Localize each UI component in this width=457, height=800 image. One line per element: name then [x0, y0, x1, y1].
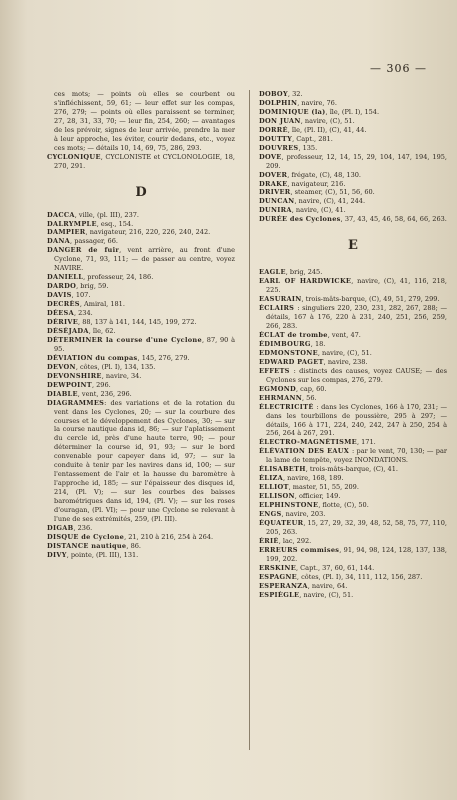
- index-entry: DISTANCE nautique, 86.: [47, 541, 141, 550]
- entry-headword: DECRÈS: [47, 300, 80, 309]
- entry-headword: DUNIRA: [259, 206, 292, 215]
- entry-headword: DIVY: [47, 550, 67, 559]
- index-entry: CYCLONIQUE, CYCLONISTE et CYCLONOLOGIE, 18, 270, 291.: [47, 152, 235, 170]
- entry-headword: ÉCLAIRS: [259, 304, 298, 313]
- index-entry: DÉTERMINER la course d'une Cyclone, 87, 90 à 95.: [47, 335, 235, 353]
- index-entry: ÉLIZA, navire, 168, 189.: [259, 474, 344, 483]
- index-entry: ÉLÉVATION DES EAUX : par le vent, 70, 130; — par la lame de tempête, voyez INONDATIONS.: [259, 447, 447, 465]
- index-entry: DOMINIQUE (la), île, (Pl. I), 154.: [259, 107, 380, 116]
- entry-headword: CYCLONIQUE: [47, 152, 101, 161]
- index-entry: EHRMANN, 56.: [259, 393, 317, 402]
- index-entry: ESPAGNE, côtes, (Pl. I), 34, 111, 112, 156, 287.: [259, 572, 423, 581]
- index-entry: ÉLECTRO-MAGNÉTISME, 171.: [259, 438, 376, 447]
- index-entry: DOUVRES, 135.: [259, 143, 318, 152]
- entry-headword: DUNCAN: [259, 197, 295, 206]
- entry-headword: EGMOND: [259, 384, 296, 393]
- left-column: [47, 90, 235, 560]
- entry-headword: DOMINIQUE (la): [259, 107, 326, 116]
- index-entry: EAGLE, brig, 245.: [259, 268, 323, 277]
- entry-headword: DANGER de fuir: [47, 246, 120, 255]
- entry-headword: ÉDIMBOURG: [259, 339, 311, 348]
- index-entry: DIAGRAMMES: des variations et de la rotation du vent dans les Cyclones, 20; — sur la courbure des courses et le développement des Cyclones, 30; — sur la course nautique dans id, 86; — sur l'aplatissement du cercle id, près d'une haute terre, 90; — pour déterminer la course id, 91, 93; — sur le bord convenable pour capeyer dans id, 97; — sur la conduite à tenir par les navires dans id, 100; — sur l'entassement de l'air et la hausse du baromètre à l'approche id, 185; — sur l'épaisseur des disques id, 214, (Pl. V); — sur les courbes des baisses barométriques dans id, 194, (Pl. V); — sur les roses d'ouragan, (Pl. VI); — pour une Cyclone se relevant à l'une de ses extrémités, 259, (Pl. III).: [47, 398, 235, 523]
- index-entry: EARL OF HARDWICKE, navire, (C), 41, 116, 218, 225.: [259, 277, 448, 295]
- index-entry: DUNCAN, navire, (C), 41, 244.: [259, 197, 366, 206]
- entry-headword: ÉLISABETH: [259, 465, 306, 474]
- index-entry: ÉRIÉ, lac, 292.: [259, 536, 312, 545]
- entry-headword: DON JUAN: [259, 116, 301, 125]
- entry-headword: ERREURS commises: [259, 545, 340, 554]
- index-entry: DARDO, brig, 59.: [47, 282, 109, 291]
- entry-headword: DRAKE: [259, 179, 288, 188]
- index-entry: DUNIRA, navire, (C), 41.: [259, 206, 346, 215]
- entry-headword: DÉTERMINER la course d'une Cyclone: [47, 335, 202, 344]
- index-entry: ÉDIMBOURG, 18.: [259, 339, 326, 348]
- index-entry: DRAKE, navigateur, 216.: [259, 179, 346, 188]
- right-top-entry-list: [259, 90, 447, 224]
- entry-headword: ELLISON: [259, 492, 295, 501]
- right-column: [259, 90, 447, 600]
- section-letter-d: D: [135, 184, 147, 200]
- entry-headword: DOVER: [259, 170, 288, 179]
- index-entry: DÉRIVE, 88, 137 à 141, 144, 145, 199, 272.: [47, 318, 197, 327]
- index-entry: ÉCLAT de trombe, vent, 47.: [259, 330, 361, 339]
- entry-headword: DÉVIATION du compas: [47, 353, 138, 362]
- index-entry: DIGAB, 236.: [47, 523, 93, 532]
- entry-headword: DOBOY: [259, 90, 288, 98]
- entry-headword: EARL OF HARDWICKE: [259, 277, 352, 286]
- entry-headword: DIGAB: [47, 523, 74, 532]
- entry-headword: DOUTTY: [259, 134, 293, 143]
- entry-headword: DÉESA: [47, 309, 74, 318]
- index-entry: DISQUE de Cyclone, 21, 210 à 216, 254 à 264.: [47, 532, 214, 541]
- index-entry: EFFETS : distincts des causes, voyez CAUSE; — des Cyclones sur les compas, 276, 279.: [259, 366, 447, 384]
- index-entry: EGMOND, cap, 60.: [259, 384, 327, 393]
- index-entry: EDWARD PAGET, navire, 238.: [259, 357, 368, 366]
- index-entry: ERREURS commises, 91, 94, 98, 124, 128, 137, 138, 199, 202.: [259, 545, 447, 563]
- index-entry: ELLISON, officier, 149.: [259, 492, 341, 501]
- entry-headword: EDWARD PAGET: [259, 357, 324, 366]
- entry-headword: DISTANCE nautique: [47, 541, 127, 550]
- entry-headword: ÉLÉVATION DES EAUX: [259, 447, 352, 456]
- index-entry: ELLIOT, master, 51, 55, 209.: [259, 483, 359, 492]
- entry-headword: DÉRIVE: [47, 318, 79, 327]
- index-entry: EASURAIN, trois-mâts-barque, (C), 49, 51, 279, 299.: [259, 295, 440, 304]
- section-letter-e: E: [348, 238, 358, 254]
- entry-headword: ERSKINE: [259, 563, 296, 572]
- entry-headword: ESPAGNE: [259, 572, 297, 581]
- entry-headword: ÉRIÉ: [259, 536, 279, 545]
- entry-headword: EAGLE: [259, 268, 286, 277]
- index-entry: DOBOY, 32.: [259, 90, 303, 98]
- entry-headword: DANIELL: [47, 273, 84, 282]
- index-entry: DANIELL, professeur, 24, 186.: [47, 273, 154, 282]
- entry-headword: ÉLECTRICITÉ: [259, 402, 317, 411]
- index-entry: ESPERANZA, navire, 64.: [259, 581, 348, 590]
- entry-headword: ÉLECTRO-MAGNÉTISME: [259, 438, 357, 447]
- entry-headword: DRIVER: [259, 188, 291, 197]
- entry-headword: DORRÉ: [259, 125, 288, 134]
- entry-headword: EHRMANN: [259, 393, 303, 402]
- entry-headword: ELLIOT: [259, 483, 289, 492]
- index-entry: DÉESA, 234.: [47, 309, 93, 318]
- index-entry: DIABLE, vent, 236, 296.: [47, 389, 132, 398]
- index-entry: ERSKINE, Capt., 37, 60, 61, 144.: [259, 563, 375, 572]
- index-entry: DON JUAN, navire, (C), 51.: [259, 116, 355, 125]
- entry-headword: ÉCLAT de trombe: [259, 330, 328, 339]
- page-number: — 306 —: [370, 62, 427, 75]
- entry-headword: DAMPIER: [47, 228, 86, 237]
- right-entry-list: [259, 268, 447, 599]
- entry-headword: EDMONSTONE: [259, 348, 318, 357]
- index-entry: DANGER de fuir, vent arrière, au front d'une Cyclone, 71, 93, 111; — de passer au centre, voyez NAVIRE.: [47, 246, 236, 273]
- index-entry: DAVIS, 107.: [47, 291, 91, 300]
- index-entry: DALRYMPLE, esq., 154.: [47, 219, 134, 228]
- entry-headword: DIAGRAMMES: [47, 398, 105, 407]
- index-entry: DECRÈS, Amiral, 181.: [47, 300, 125, 309]
- entry-headword: ESPIÈGLE: [259, 590, 300, 599]
- entry-headword: DOVE: [259, 152, 282, 161]
- index-entry: ÉLISABETH, trois-mâts-barque, (C), 41.: [259, 465, 398, 474]
- entry-headword: ÉLIZA: [259, 474, 284, 483]
- entry-headword: ELPHINSTONE: [259, 501, 319, 510]
- index-entry: DÉSÉJADA, île, 62.: [47, 326, 116, 335]
- entry-headword: DEWPOINT: [47, 380, 92, 389]
- entry-headword: ENGS: [259, 510, 282, 519]
- entry-headword: DÉSÉJADA: [47, 326, 89, 335]
- index-entry: EDMONSTONE, navire, (C), 51.: [259, 348, 372, 357]
- index-entry: DURÉE des Cyclones, 37, 43, 45, 46, 58, 64, 66, 263.: [259, 215, 447, 224]
- index-entry: DOUTTY, Capt., 281.: [259, 134, 333, 143]
- entry-headword: DARDO: [47, 282, 77, 291]
- entry-headword: DEVONSHIRE: [47, 371, 102, 380]
- column-divider: [249, 90, 250, 750]
- index-entry: ÉCLAIRS : singuliers 220, 230, 231, 282, 267, 288; — détails, 167 à 176, 220 à 231, 240, 251, 256, 259, 266, 283.: [259, 304, 447, 331]
- entry-headword: DIABLE: [47, 389, 78, 398]
- index-entry: DAMPIER, navigateur, 216, 220, 226, 240, 242.: [47, 228, 211, 237]
- left-entry-list: [47, 211, 235, 560]
- index-entry: DIVY, pointe, (Pl. III), 131.: [47, 550, 139, 559]
- entry-headword: ÉQUATEUR: [259, 518, 304, 527]
- index-entry: DRIVER, steamer, (C), 51, 56, 60.: [259, 188, 375, 197]
- entry-headword: DALRYMPLE: [47, 219, 97, 228]
- index-entry: DOVE, professeur, 12, 14, 15, 29, 104, 147, 194, 195, 209.: [259, 152, 447, 170]
- index-entry: DÉVIATION du compas, 145, 276, 279.: [47, 353, 190, 362]
- entry-headword: DOUVRES: [259, 143, 299, 152]
- entry-headword: DANA: [47, 237, 71, 246]
- entry-headword: DAVIS: [47, 291, 72, 300]
- index-entry: DEWPOINT, 296.: [47, 380, 111, 389]
- index-entry: ces mots; — points où elles se courbent ou s'infléchissent, 59, 61; — leur effet sur les compas, 276, 279; — points où elles paraissent se terminer, 27, 28, 31, 33, 70; — leur fin, 254, 260; — avantages de les prévoir, signes de leur arrivée, prendre la mer à leur approche, les éviter, courir dedans, etc., voyez ces mots; — détails 10, 14, 69, 75, 286, 293.: [54, 90, 235, 152]
- index-entry: DACCA, ville, (pl. III), 237.: [47, 210, 139, 219]
- index-entry: DEVON, côtes, (Pl. I), 134, 135.: [47, 362, 156, 371]
- index-entry: DOVER, frégate, (C), 48, 130.: [259, 170, 361, 179]
- entry-headword: DOLPHIN: [259, 98, 298, 107]
- index-entry: DOLPHIN, navire, 76.: [259, 98, 337, 107]
- entry-headword: EASURAIN: [259, 295, 302, 304]
- entry-headword: EFFETS: [259, 366, 294, 375]
- index-entry: ÉQUATEUR, 15, 27, 29, 32, 39, 48, 52, 58, 75, 77, 110, 205, 263.: [259, 518, 448, 536]
- index-entry: DORRÉ, île, (Pl. II), (C), 41, 44.: [259, 125, 367, 134]
- entry-headword: DURÉE des Cyclones: [259, 215, 341, 224]
- index-entry: ENGS, navire, 203.: [259, 510, 326, 519]
- index-entry: ÉLECTRICITÉ : dans les Cyclones, 166 à 170, 231; — dans les tourbillons de poussière, 295 à 297; — détails, 166 à 171, 224, 240, 242, 247 à 250, 254 à 256, 264 à 267, 291.: [259, 402, 447, 438]
- index-entry: ESPIÈGLE, navire, (C), 51.: [259, 590, 354, 599]
- entry-headword: DISQUE de Cyclone: [47, 532, 125, 541]
- entry-headword: DACCA: [47, 210, 75, 219]
- index-entry: DANA, passager, 66.: [47, 237, 118, 246]
- entry-headword: ESPERANZA: [259, 581, 308, 590]
- index-entry: ELPHINSTONE, flotte, (C), 50.: [259, 501, 369, 510]
- entry-headword: DEVON: [47, 362, 76, 371]
- index-entry: DEVONSHIRE, navire, 34.: [47, 371, 142, 380]
